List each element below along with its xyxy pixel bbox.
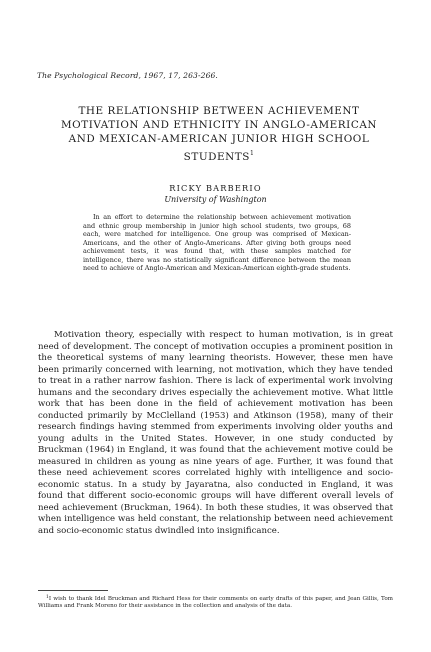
footnote-divider [38, 590, 108, 591]
title-footnote-marker: 1 [249, 149, 255, 157]
abstract: In an effort to determine the relationship between achievement motivation and ethnic group membership in junior high school students, two groups, 68 each, were matched for intelligence. One group was comprised of Mexican-Americans, and the other of Anglo-Americans. After giving both groups need achievement tests, it was found that, with these samples matched for intelligence, there was no statistically significant difference between the mean need to achieve of Anglo-American and Mexican-American eighth-grade students. [83, 213, 351, 272]
author-name: RICKY BARBERIO [169, 183, 262, 193]
footnote-marker: 1 [46, 595, 49, 600]
author-affiliation: University of Washington [164, 195, 267, 204]
article-title-text: THE RELATIONSHIP BETWEEN ACHIEVEMENT MOTIVATION AND ETHNICITY IN ANGLO-AMERICAN AND MEXICAN-AMERICAN JUNIOR HIGH SCHOOL STUDENTS [60, 105, 378, 163]
body-paragraph: Motivation theory, especially with respect to human motivation, is in great need of development. The concept of motivation occupies a prominent position in the theoretical systems of many learning theorists. However, these men have been primarily concerned with learning, not motivation, which they have tended to treat in a rather narrow fashion. There is lack of experimental work involving humans and the secondary drives especially the achievement motive. What little work that has been done in the field of achievement motivation has been conducted primarily by McClelland (1953) and Atkinson (1958), many of their research findings having stemmed from experiments involving older youths and young adults in the United States. However, in one study conducted by Bruckman (1964) in England, it was found that the achievement motive could be measured in children as young as nine years of age. Further, it was found that these need achievement scores correlated highly with intelligence and socio-economic status. In a study by Jayaratna, also conducted in England, it was found that different socio-economic groups will have different overall levels of need achievement (Bruckman, 1964). In both these studies, it was observed that when intelligence was held constant, the relationship between need achievement and socio-economic status dwindled into insignificance. [38, 330, 393, 536]
footnote [38, 594, 393, 610]
journal-citation: The Psychological Record, 1967, 17, 263-266. [37, 71, 218, 80]
article-title [60, 104, 378, 164]
footnote-text: I wish to thank Idel Bruckman and Richard Hess for their comments on early drafts of this paper, and Jean Gillis, Tom Williams and Frank Moreno for their assistance in the collection and analysis of the data. [38, 596, 393, 610]
